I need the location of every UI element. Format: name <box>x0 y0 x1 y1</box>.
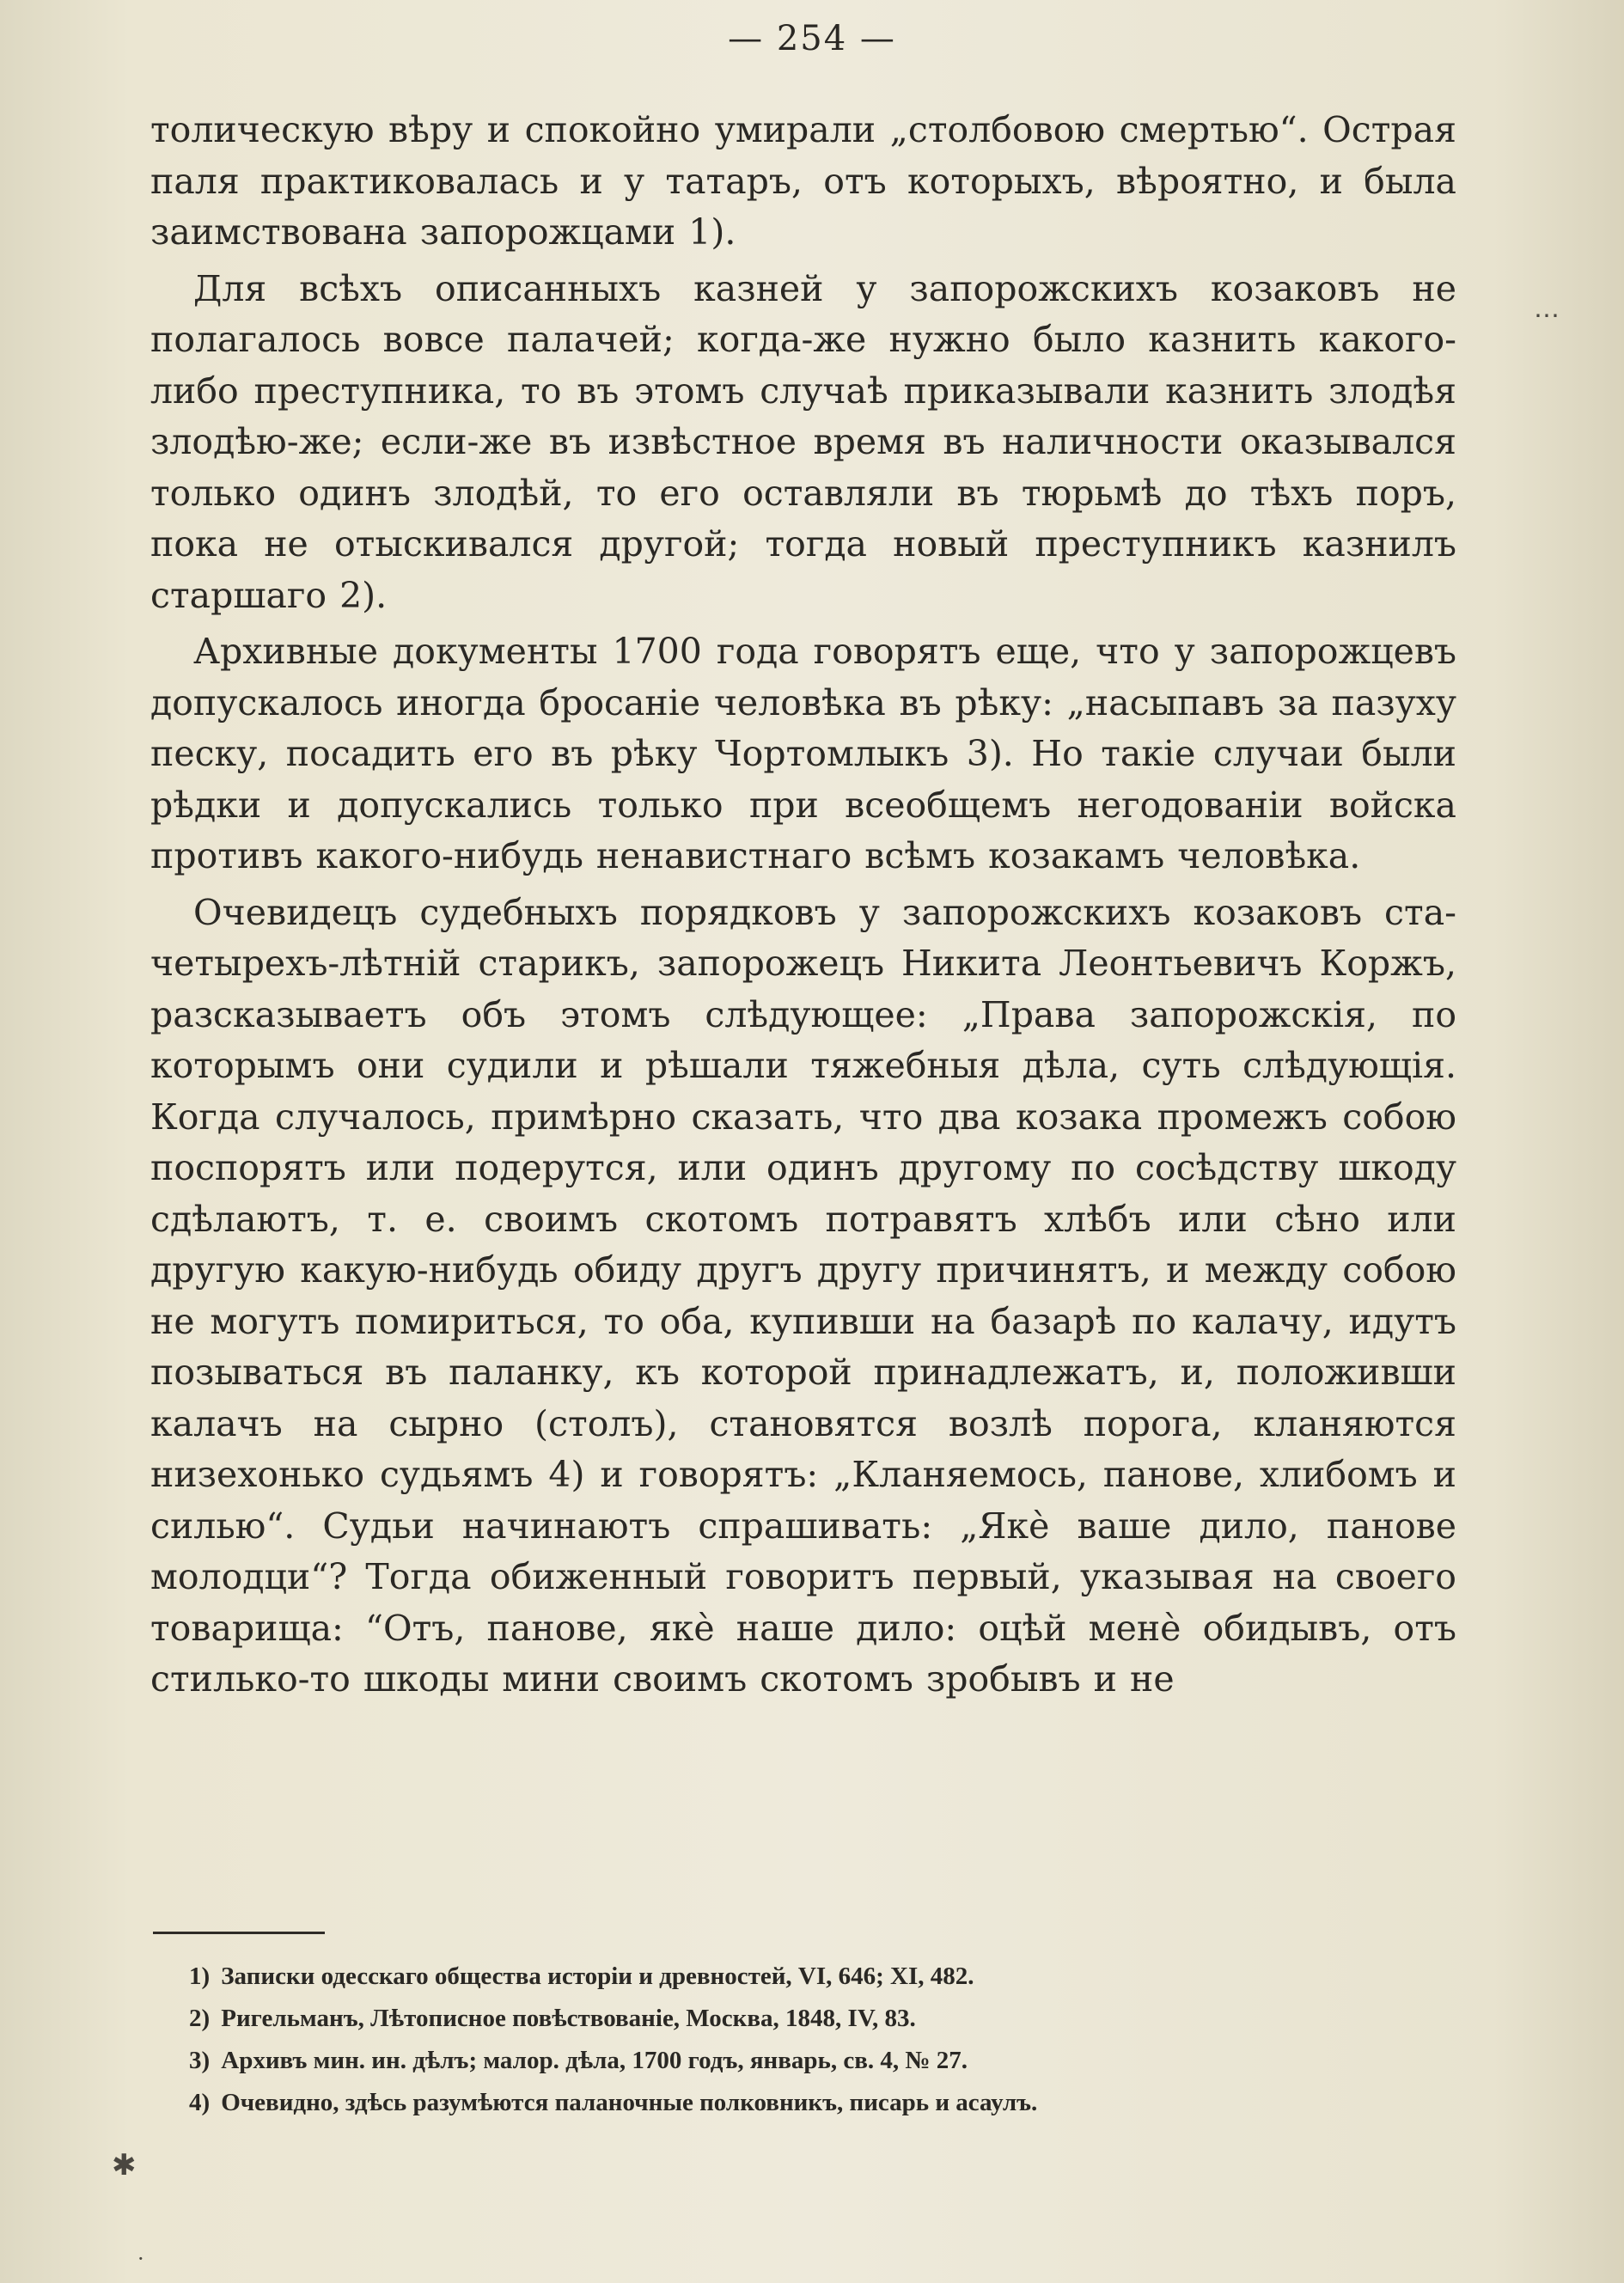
footnote-marker: 2) <box>189 2005 211 2032</box>
ink-blot: ✱ <box>112 2148 137 2182</box>
page-number: — 254 — <box>728 19 896 58</box>
footnote-text: Очевидно, здѣсь разумѣются паланочные полковникъ, писарь и асаулъ. <box>221 2089 1038 2116</box>
footnote <box>189 2040 1452 2082</box>
paragraph: Архивные документы 1700 года говорятъ еще, что у запорожцевъ допускалось иногда бросанiе человѣка въ рѣку: „насыпавъ за пазуху песку, посадить его въ рѣку Чортомлыкъ 3). Но такiе случаи были рѣдки и допускались только при всеобщемъ негодованiи войска противъ какого-нибудь ненавистнаго всѣмъ козакамъ человѣка. <box>150 631 1456 876</box>
footnote-marker: 1) <box>189 1963 211 1990</box>
paragraph: толическую вѣру и спокойно умирали „столбовою смертью“. Острая паля практиковалась и у татаръ, отъ которыхъ, вѣроятно, и была заимствована запорожцами 1). <box>150 109 1456 253</box>
footnote-separator <box>153 1932 325 1934</box>
footnote-text: Архивъ мин. ин. дѣлъ; малор. дѣла, 1700 годъ, январь, св. 4, № 27. <box>221 2047 968 2074</box>
footnote <box>189 1956 1452 1998</box>
footnotes <box>189 1956 1452 2124</box>
paragraph: Для всѣхъ описанныхъ казней у запорожскихъ козаковъ не полагалось вовсе палачей; когда-же нужно было казнить какого-либо преступника, то въ этомъ случаѣ приказывали казнить злодѣя злодѣю-же; если-же въ извѣстное время въ наличности оказывался только одинъ злодѣй, то его оставляли въ тюрьмѣ до тѣхъ поръ, пока не отыскивался другой; тогда новый преступникъ казнилъ старшаго 2). <box>150 267 1456 616</box>
ink-speck: · <box>137 2247 144 2271</box>
footnote-marker: 3) <box>189 2047 211 2074</box>
footnote-text: Ригельманъ, Лѣтописное повѣствованiе, Москва, 1848, IV, 83. <box>221 2005 916 2032</box>
body-text <box>150 105 1456 1706</box>
footnote-text: Записки одесскаго общества исторiи и древностей, VI, 646; XI, 482. <box>221 1963 974 1990</box>
footnote-marker: 4) <box>189 2089 211 2116</box>
footnote <box>189 2082 1452 2124</box>
margin-smudge: ⋯ <box>1534 301 1560 331</box>
paragraph: Очевидецъ судебныхъ порядковъ у запорожскихъ козаковъ ста-четырехъ-лѣтнiй старикъ, запорожецъ Никита Леонтьевичъ Коржъ, разсказываетъ объ этомъ слѣдующее: „Права запорожскiя, по которымъ они судили и рѣшали тяжебныя дѣла, суть слѣдующiя. Когда случалось, примѣрно сказать, что два козака промежъ собою поспорятъ или подерутся, или одинъ другому по сосѣдству шкоду сдѣлаютъ, т. е. своимъ скотомъ потравятъ хлѣбъ или сѣно или другую какую-нибудь обиду другъ другу причинятъ, и между собою не могутъ помириться, то оба, купивши на базарѣ по калачу, идутъ позываться въ паланку, къ которой принадлежатъ, и, положивши калачъ на сырно (столъ), становятся возлѣ порога, кланяются низехонько судьямъ 4) и говорятъ: „Кланяемось, панове, хлибомъ и силью“. Судьи начинаютъ спрашивать: „Якѐ ваше дило, панове молодци“? Тогда обиженный говоритъ первый, указывая на своего товарища: “Отъ, панове, якѐ наше дило: оцѣй менѐ обидывъ, отъ стилько-то шкоды мини своимъ скотомъ зробывъ и не <box>150 891 1456 1700</box>
footnote <box>189 1998 1452 2040</box>
